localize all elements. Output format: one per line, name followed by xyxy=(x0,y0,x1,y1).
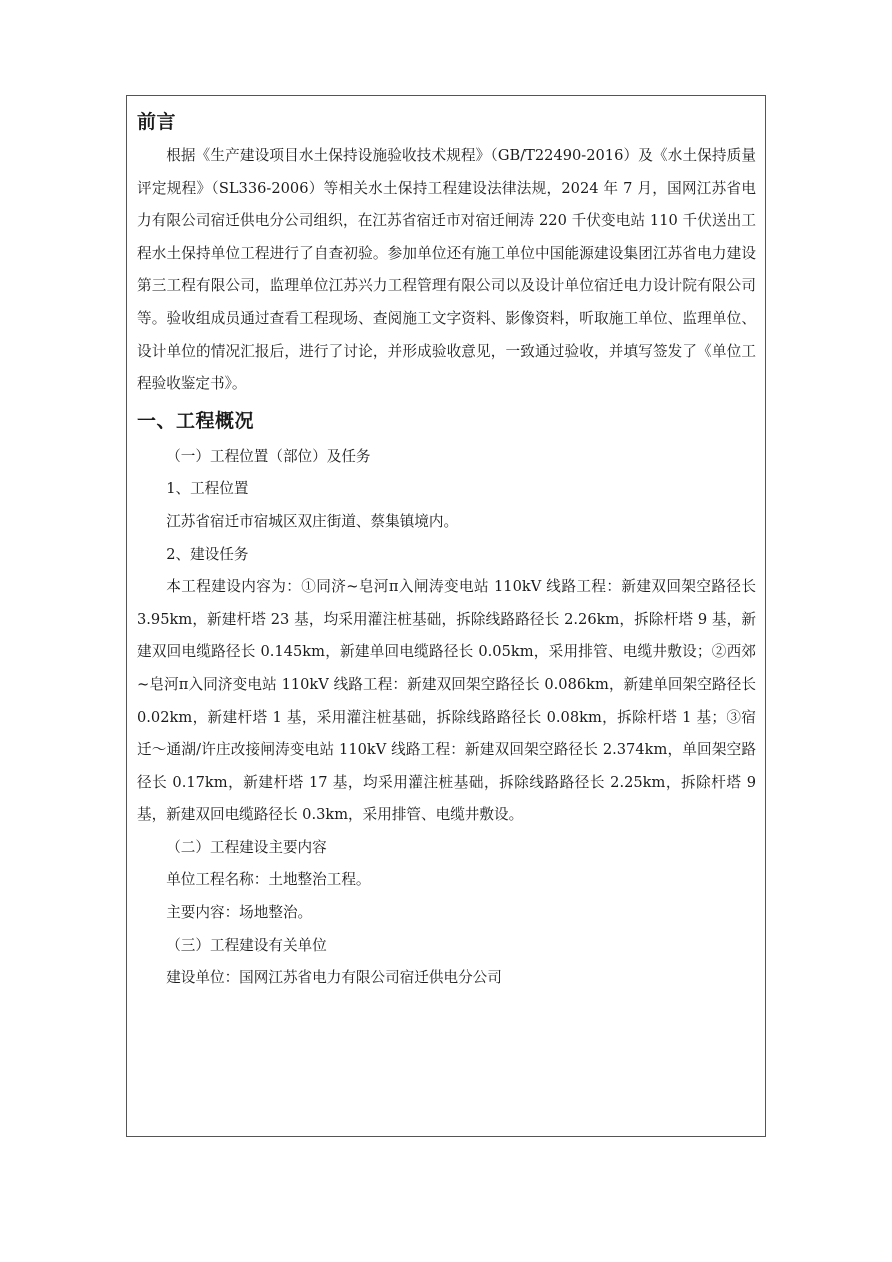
main-content-text: 主要内容：场地整治。 xyxy=(166,904,313,922)
subsection-title-main-content: （二）工程建设主要内容 xyxy=(166,838,327,856)
subsection-title-related-units: （三）工程建设有关单位 xyxy=(166,936,327,954)
item-title-location: 1、工程位置 xyxy=(166,480,249,498)
unit-project-name: 单位工程名称：土地整治工程。 xyxy=(166,871,371,889)
preface-title: 前言 xyxy=(137,111,177,133)
subsection-title-location-tasks: （一）工程位置（部位）及任务 xyxy=(166,447,371,465)
location-text: 江苏省宿迁市宿城区双庄街道、蔡集镇境内。 xyxy=(166,512,459,530)
document-frame xyxy=(126,95,766,1137)
tasks-paragraph: 本工程建设内容为：①同济~皂河π入闸涛变电站 110kV 线路工程：新建双回架空路径长 3.95km，新建杆塔 23 基，均采用灌注桩基础，拆除线路路径长 2.26km，拆除杆塔 9 基，新建双回电缆路径长 0.145km，新建单回电缆路径长 0.05km，采用排管、电缆井敷设；②西郊~皂河π入同济变电站 110kV 线路工程：新建双回架空路径长 0.086km，新建单回架空路径长 0.02km，新建杆塔 1 基，采用灌注桩基础，拆除线路路径长 0.08km，拆除杆塔 1 基；③宿迁～通湖/许庄改接闸涛变电站 110kV 线路工程：新建双回架空路径长 2.374km，单回架空路径长 0.17km，新建杆塔 17 基，均采用灌注桩基础，拆除线路路径长 2.25km，拆除杆塔 9 基，新建双回电缆路径长 0.3km，采用排管、电缆井敷设。 xyxy=(137,578,756,824)
preface-paragraph: 根据《生产建设项目水土保持设施验收技术规程》（GB/T22490-2016）及《水土保持质量评定规程》（SL336-2006）等相关水土保持工程建设法律法规，2024 年 7 月，国网江苏省电力有限公司宿迁供电分公司组织，在江苏省宿迁市对宿迁闸涛 220 千伏变电站 110 千伏送出工程水土保持单位工程进行了自查初验。参加单位还有施工单位中国能源建设集团江苏省电力建设第三工程有限公司，监理单位江苏兴力工程管理有限公司以及设计单位宿迁电力设计院有限公司等。验收组成员通过查看工程现场、查阅施工文字资料、影像资料，听取施工单位、监理单位、设计单位的情况汇报后，进行了讨论，并形成验收意见，一致通过验收，并填写签发了《单位工程验收鉴定书》。 xyxy=(137,147,756,393)
builder-unit: 建设单位：国网江苏省电力有限公司宿迁供电分公司 xyxy=(166,969,502,987)
item-title-tasks: 2、建设任务 xyxy=(166,545,249,563)
section-title-overview: 一、工程概况 xyxy=(137,409,255,432)
